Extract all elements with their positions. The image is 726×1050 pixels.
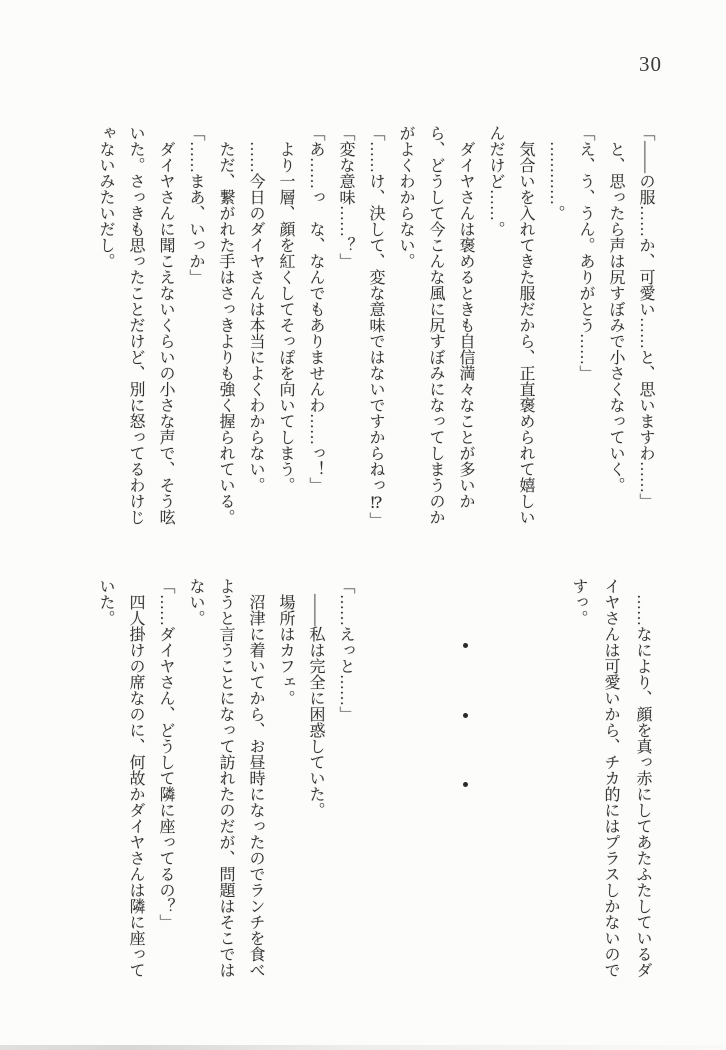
top-text-block xyxy=(90,125,660,528)
text-column: 「……け、決して、変な意味ではないですからねっ⁉」 xyxy=(367,125,384,528)
scan-edge-artifact xyxy=(0,1045,726,1050)
text-column: イヤさんは可愛いから、チカ的にはプラスしかないので xyxy=(602,578,619,978)
bottom-text-block-right xyxy=(562,578,658,978)
text-column: ようと言うことになって訪れたのだが、問題はそこでは xyxy=(217,578,234,978)
text-column: ダイヤさんは褒めるときも自信満々なことが多いか xyxy=(457,141,474,509)
text-column: より一層、顔を紅くしてそっぽを向いてしまう。 xyxy=(277,141,294,493)
text-column: 気合いを入れてきた服だから、正直褒められて嬉しい xyxy=(517,141,534,525)
text-column: 沼津に着いてから、お昼時になったのでランチを食べ xyxy=(247,594,264,978)
text-column: いた。 xyxy=(97,578,114,626)
text-column: 「……ダイヤさん、どうして隣に座ってるの？」 xyxy=(157,578,174,930)
text-column: …………。 xyxy=(547,141,564,221)
text-column: ……今日のダイヤさんは本当によくわからない。 xyxy=(247,141,264,493)
text-column: 「あ……っ な、なんでもありませんわ……っ！」 xyxy=(307,125,324,493)
text-column: いた。さっきも思ったことだけど、別に怒ってるわけじ xyxy=(127,125,144,525)
text-column: 「……まあ、いっか」 xyxy=(187,125,204,285)
text-column: 「変な意味……？」 xyxy=(337,125,354,269)
text-column: 「……えっと……」 xyxy=(337,578,354,722)
scene-separator-dot-icon xyxy=(463,643,468,648)
text-column: ゃないみたいだし。 xyxy=(97,125,114,269)
text-column: ……なにより、顔を真っ赤にしてあたふたしているダ xyxy=(634,594,651,978)
text-column: と、思ったら声は尻すぼみで小さくなっていく。 xyxy=(607,141,624,493)
text-column: がよくわからない。 xyxy=(397,125,414,269)
scene-separator xyxy=(463,643,469,788)
bottom-text-block-left xyxy=(90,578,360,978)
text-column: 「え、う、うん。ありがとう……」 xyxy=(577,125,594,381)
scene-separator-dot-icon xyxy=(463,713,468,718)
page-number: 30 xyxy=(639,52,662,76)
text-column: ——私は完全に困惑していた。 xyxy=(307,594,324,818)
text-column: 四人掛けの席なのに、何故かダイヤさんは隣に座って xyxy=(127,594,144,978)
text-column: ダイヤさんに聞こえないくらいの小さな声で、そう呟 xyxy=(157,141,174,525)
text-column: ない。 xyxy=(187,578,204,626)
text-column: んだけど……。 xyxy=(487,125,504,237)
text-column: ただ、繋がれた手はさっきよりも強く握られている。 xyxy=(217,141,234,525)
text-column: ら、どうして今こんな風に尻すぼみになってしまうのか xyxy=(427,125,444,525)
text-column: 「——の服……か、可愛い……と、思いますわ……」 xyxy=(637,125,654,509)
scene-separator-dot-icon xyxy=(463,782,468,787)
text-column: 場所はカフェ。 xyxy=(277,594,294,706)
text-column: すっ。 xyxy=(570,578,587,626)
